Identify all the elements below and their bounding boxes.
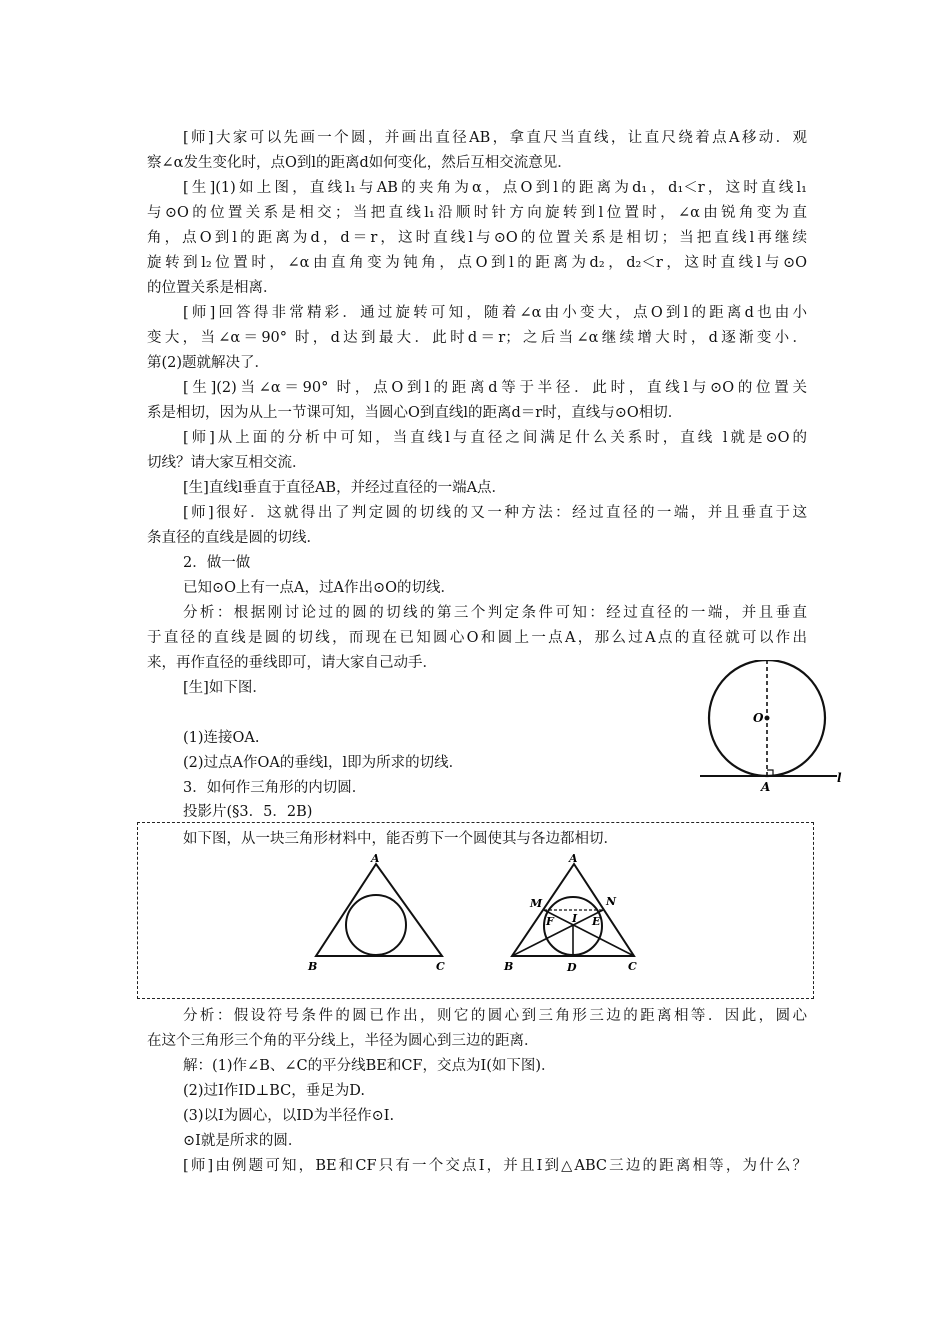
paragraph-line: 的位置关系是相离．	[147, 280, 278, 296]
label-c-2: C	[628, 960, 637, 973]
center-point	[765, 716, 770, 721]
label-m: M	[530, 897, 543, 910]
paragraph-line: 旋转到l₂位置时，∠α由直角变为钝角，点O到l的距离为d₂，d₂＜r，这时直线l与⊙O	[147, 255, 807, 271]
paragraph-line: ⊙I就是所求的圆．	[183, 1133, 303, 1149]
paragraph-line: 分析：假设符号条件的圆已作出，则它的圆心到三角形三边的距离相等．因此，圆心	[183, 1008, 807, 1024]
paragraph-line: 条直径的直线是圆的切线．	[147, 530, 321, 546]
label-b: B	[308, 960, 318, 973]
paragraph-line: 来，再作直径的垂线即可，请大家自己动手．	[147, 655, 437, 671]
paragraph-line: 变大，当∠α＝90° 时，d达到最大．此时d＝r；之后当∠α继续增大时，d逐渐变小．	[147, 330, 807, 346]
paragraph-line: 与⊙O的位置关系是相交；当把直线l₁沿顺时针方向旋转到l位置时，∠α由锐角变为直	[147, 205, 807, 221]
label-b-2: B	[504, 960, 514, 973]
paragraph-line: 解：(1)作∠B、∠C的平分线BE和CF，交点为I(如下图)．	[183, 1058, 556, 1074]
paragraph-line: 第(2)题就解决了．	[147, 355, 270, 371]
section-heading: 3．如何作三角形的内切圆．	[183, 780, 367, 796]
paragraph-line: 分析：根据刚讨论过的圆的切线的第三个判定条件可知：经过直径的一端，并且垂直	[183, 605, 807, 621]
paragraph-line: (3)以I为圆心，以ID为半径作⊙I.	[183, 1108, 395, 1124]
label-d: D	[567, 961, 577, 974]
label-e: E	[592, 915, 601, 928]
triangle-figures	[304, 850, 654, 980]
label-a: A	[371, 852, 380, 865]
paragraph-line: (2)过I作ID⊥BC，垂足为D.	[183, 1083, 365, 1099]
label-a-2: A	[569, 852, 578, 865]
paragraph-line: [师]很好．这就得出了判定圆的切线的又一种方法：经过直径的一端，并且垂直于这	[183, 505, 807, 521]
paragraph-line: 察∠α发生变化时，点O到l的距离d如何变化，然后互相交流意见．	[147, 155, 572, 171]
paragraph-line: [生](2)当∠α＝90° 时，点O到l的距离d等于半径．此时，直线l与⊙O的位置关	[183, 380, 807, 396]
section-heading: 2．做一做	[183, 555, 251, 571]
label-n: N	[606, 895, 617, 908]
box-question: 如下图，从一块三角形材料中，能否剪下一个圆使其与各边都相切．	[183, 831, 618, 847]
paragraph-line: 在这个三角形三个角的平分线上，半径为圆心到三边的距离．	[147, 1033, 539, 1049]
paragraph-line: [生](1)如上图，直线l₁与AB的夹角为α，点O到l的距离为d₁，d₁＜r，这时直线l₁	[183, 180, 807, 196]
tangent-figure	[697, 660, 847, 796]
triangle-abc	[316, 864, 442, 956]
label-f: F	[546, 915, 554, 928]
incircle	[346, 895, 406, 955]
label-c: C	[436, 960, 445, 973]
paragraph-line: 已知⊙O上有一点A，过A作出⊙O的切线．	[183, 580, 456, 596]
paragraph-line: 切线？请大家互相交流．	[147, 455, 307, 471]
label-a: A	[761, 780, 771, 794]
paragraph-line: [生]直线l垂直于直径AB，并经过直径的一端A点．	[183, 480, 507, 496]
label-i: I	[572, 912, 578, 925]
paragraph-line: [生]如下图．	[183, 680, 267, 696]
paragraph-line: 系是相切，因为从上一节课可知，当圆心O到直线l的距离d＝r时，直线与⊙O相切．	[147, 405, 683, 421]
label-l: l	[837, 771, 842, 785]
paragraph-line: (2)过点A作OA的垂线l，l即为所求的切线．	[183, 755, 464, 771]
paragraph-line: 角，点O到l的距离为d，d＝r，这时直线l与⊙O的位置关系是相切；当把直线l再继续	[147, 230, 807, 246]
paragraph-line: [师]回答得非常精彩．通过旋转可知，随着∠α由小变大，点O到l的距离d也由小	[183, 305, 807, 321]
paragraph-line: 于直径的直线是圆的切线，而现在已知圆心O和圆上一点A，那么过A点的直径就可以作出	[147, 630, 807, 646]
paragraph-line: [师]由例题可知，BE和CF只有一个交点I，并且I到△ABC三边的距离相等，为什么？	[183, 1158, 807, 1174]
paragraph-line: [师]从上面的分析中可知，当直线l与直径之间满足什么关系时，直线 l就是⊙O的	[183, 430, 807, 446]
paragraph-line: (1)连接OA.	[183, 730, 260, 746]
paragraph-line: [师]大家可以先画一个圆，并画出直径AB，拿直尺当直线，让直尺绕着点A移动．观	[183, 130, 807, 146]
label-o: O	[753, 711, 764, 725]
paragraph-line: 投影片(§3．5．2B)	[183, 804, 313, 820]
